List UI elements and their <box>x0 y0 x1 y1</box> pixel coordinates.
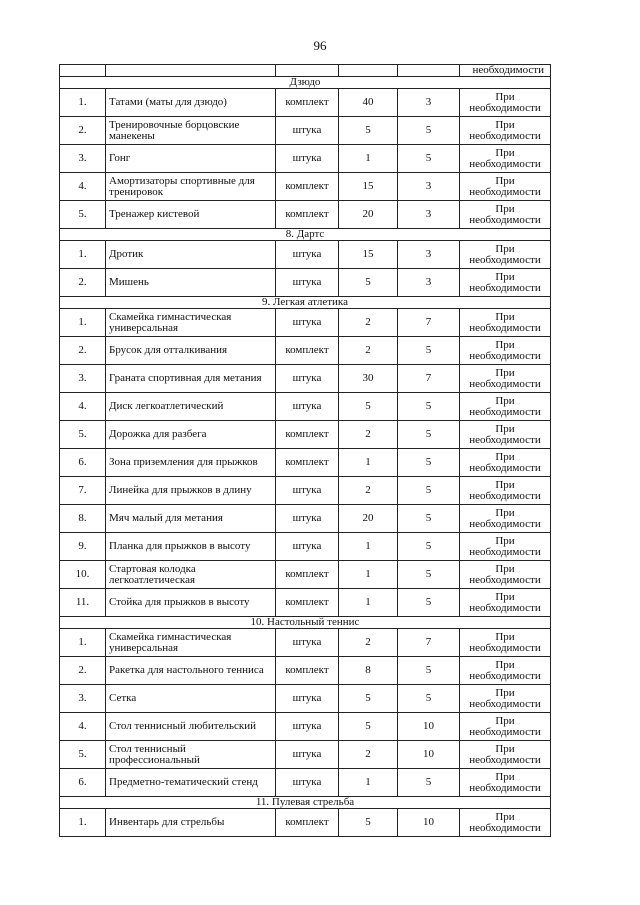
item-service-life: 5 <box>398 393 460 421</box>
item-service-life: 10 <box>398 713 460 741</box>
item-name: Тренировочные борцовские манекены <box>106 117 276 145</box>
item-note-bottom: необходимости <box>469 601 541 614</box>
table-row <box>60 505 551 533</box>
item-number: 9. <box>60 533 106 561</box>
table-row <box>60 769 551 797</box>
item-note <box>460 365 551 393</box>
item-unit: штука <box>276 365 339 393</box>
item-service-life: 7 <box>398 309 460 337</box>
item-quantity: 30 <box>339 365 398 393</box>
continuation-row <box>60 65 551 77</box>
item-service-life: 5 <box>398 421 460 449</box>
item-service-life: 5 <box>398 505 460 533</box>
item-name: Дорожка для разбега <box>106 421 276 449</box>
item-note-top: При <box>495 506 515 519</box>
item-quantity: 5 <box>339 393 398 421</box>
item-note-top: При <box>495 630 515 643</box>
item-note <box>460 505 551 533</box>
item-number: 1. <box>60 89 106 117</box>
item-note-top: При <box>495 478 515 491</box>
table-row <box>60 741 551 769</box>
continuation-cell-num <box>60 65 106 77</box>
item-note-bottom: необходимости <box>469 573 541 586</box>
item-note <box>460 589 551 617</box>
item-note <box>460 533 551 561</box>
table-row <box>60 241 551 269</box>
item-note-bottom: необходимости <box>469 157 541 170</box>
item-service-life: 7 <box>398 365 460 393</box>
item-quantity: 1 <box>339 589 398 617</box>
item-note-top: При <box>495 450 515 463</box>
item-note-bottom: необходимости <box>469 725 541 738</box>
item-unit: штука <box>276 393 339 421</box>
item-note-top: При <box>495 562 515 575</box>
item-note-top: При <box>495 366 515 379</box>
item-quantity: 2 <box>339 477 398 505</box>
item-note-top: При <box>495 658 515 671</box>
item-unit: комплект <box>276 89 339 117</box>
item-service-life: 5 <box>398 769 460 797</box>
item-note-bottom: необходимости <box>469 321 541 334</box>
item-quantity: 8 <box>339 657 398 685</box>
table-row <box>60 269 551 297</box>
table-row <box>60 533 551 561</box>
item-quantity: 5 <box>339 713 398 741</box>
item-name: Граната спортивная для метания <box>106 365 276 393</box>
item-note-top: При <box>495 338 515 351</box>
page-number: 96 <box>313 38 327 53</box>
item-note <box>460 713 551 741</box>
continuation-cell-note: необходимости <box>460 65 551 77</box>
continuation-cell-qty <box>339 65 398 77</box>
item-number: 7. <box>60 477 106 505</box>
item-number: 8. <box>60 505 106 533</box>
item-note-bottom: необходимости <box>469 781 541 794</box>
equipment-table-body <box>60 65 551 837</box>
item-quantity: 5 <box>339 117 398 145</box>
item-quantity: 15 <box>339 173 398 201</box>
item-unit: комплект <box>276 421 339 449</box>
item-number: 5. <box>60 421 106 449</box>
item-number: 1. <box>60 809 106 837</box>
item-name: Инвентарь для стрельбы <box>106 809 276 837</box>
section-title: 10. Настольный теннис <box>60 617 551 629</box>
item-unit: комплект <box>276 201 339 229</box>
item-name: Линейка для прыжков в длину <box>106 477 276 505</box>
item-service-life: 3 <box>398 173 460 201</box>
table-row <box>60 309 551 337</box>
item-name: Стойка для прыжков в высоту <box>106 589 276 617</box>
item-note <box>460 561 551 589</box>
item-name: Стол теннисный профессиональный <box>106 741 276 769</box>
table-row <box>60 449 551 477</box>
item-name: Тренажер кистевой <box>106 201 276 229</box>
item-note <box>460 449 551 477</box>
item-unit: штука <box>276 713 339 741</box>
item-note-bottom: необходимости <box>469 253 541 266</box>
item-unit: штука <box>276 741 339 769</box>
item-note-top: При <box>495 742 515 755</box>
item-service-life: 3 <box>398 269 460 297</box>
table-row <box>60 477 551 505</box>
item-note-bottom: необходимости <box>469 129 541 142</box>
item-service-life: 5 <box>398 589 460 617</box>
item-service-life: 10 <box>398 741 460 769</box>
item-service-life: 3 <box>398 241 460 269</box>
item-name: Скамейка гимнастическая универсальная <box>106 629 276 657</box>
item-quantity: 40 <box>339 89 398 117</box>
item-number: 10. <box>60 561 106 589</box>
item-unit: штука <box>276 505 339 533</box>
item-unit: комплект <box>276 561 339 589</box>
table-row <box>60 365 551 393</box>
item-unit: штука <box>276 533 339 561</box>
item-note-top: При <box>495 202 515 215</box>
table-row <box>60 421 551 449</box>
item-note-bottom: необходимости <box>469 517 541 530</box>
item-number: 2. <box>60 117 106 145</box>
item-note <box>460 241 551 269</box>
table-row <box>60 629 551 657</box>
item-number: 3. <box>60 145 106 173</box>
item-note-top: При <box>495 770 515 783</box>
section-header-row <box>60 229 551 241</box>
item-note <box>460 769 551 797</box>
item-quantity: 1 <box>339 561 398 589</box>
item-note-bottom: необходимости <box>469 821 541 834</box>
item-service-life: 10 <box>398 809 460 837</box>
item-quantity: 5 <box>339 685 398 713</box>
item-note-bottom: необходимости <box>469 281 541 294</box>
item-number: 1. <box>60 241 106 269</box>
item-number: 1. <box>60 629 106 657</box>
item-unit: комплект <box>276 589 339 617</box>
item-note <box>460 337 551 365</box>
item-service-life: 5 <box>398 477 460 505</box>
item-quantity: 15 <box>339 241 398 269</box>
item-number: 6. <box>60 449 106 477</box>
item-note-top: При <box>495 422 515 435</box>
item-service-life: 5 <box>398 145 460 173</box>
item-service-life: 5 <box>398 685 460 713</box>
item-note-bottom: необходимости <box>469 545 541 558</box>
item-unit: штука <box>276 769 339 797</box>
item-note-bottom: необходимости <box>469 185 541 198</box>
item-note-top: При <box>495 590 515 603</box>
item-note-bottom: необходимости <box>469 697 541 710</box>
item-note-bottom: необходимости <box>469 753 541 766</box>
continuation-cell-unit <box>276 65 339 77</box>
item-note-top: При <box>495 394 515 407</box>
item-name: Стартовая колодка легкоатлетическая <box>106 561 276 589</box>
item-note <box>460 685 551 713</box>
item-note <box>460 657 551 685</box>
item-note <box>460 309 551 337</box>
item-note-top: При <box>495 174 515 187</box>
item-note-bottom: необходимости <box>469 213 541 226</box>
item-unit: комплект <box>276 337 339 365</box>
item-name: Гонг <box>106 145 276 173</box>
item-note-top: При <box>495 118 515 131</box>
table-row <box>60 393 551 421</box>
item-note-bottom: необходимости <box>469 405 541 418</box>
section-header-row <box>60 297 551 309</box>
item-number: 5. <box>60 741 106 769</box>
item-note-bottom: необходимости <box>469 461 541 474</box>
item-note-bottom: необходимости <box>469 641 541 654</box>
item-note-bottom: необходимости <box>469 377 541 390</box>
item-name: Татами (маты для дзюдо) <box>106 89 276 117</box>
item-note <box>460 145 551 173</box>
item-quantity: 5 <box>339 809 398 837</box>
item-number: 2. <box>60 657 106 685</box>
item-name: Мяч малый для метания <box>106 505 276 533</box>
continuation-cell-life <box>398 65 460 77</box>
item-service-life: 3 <box>398 201 460 229</box>
item-unit: штука <box>276 629 339 657</box>
item-note <box>460 117 551 145</box>
section-title: Дзюдо <box>60 77 551 89</box>
item-unit: комплект <box>276 809 339 837</box>
item-service-life: 5 <box>398 561 460 589</box>
item-quantity: 1 <box>339 145 398 173</box>
item-number: 6. <box>60 769 106 797</box>
item-service-life: 5 <box>398 657 460 685</box>
item-service-life: 7 <box>398 629 460 657</box>
item-note <box>460 201 551 229</box>
item-unit: комплект <box>276 449 339 477</box>
section-title: 8. Дартс <box>60 229 551 241</box>
item-note-top: При <box>495 810 515 823</box>
item-name: Предметно-тематический стенд <box>106 769 276 797</box>
table-row <box>60 657 551 685</box>
continuation-cell-name <box>106 65 276 77</box>
item-note-bottom: необходимости <box>469 349 541 362</box>
item-note <box>460 809 551 837</box>
item-note-top: При <box>495 146 515 159</box>
item-number: 11. <box>60 589 106 617</box>
item-note-bottom: необходимости <box>469 101 541 114</box>
item-name: Ракетка для настольного тенниса <box>106 657 276 685</box>
item-unit: штука <box>276 241 339 269</box>
item-quantity: 2 <box>339 741 398 769</box>
item-number: 4. <box>60 393 106 421</box>
item-name: Скамейка гимнастическая универсальная <box>106 309 276 337</box>
item-note <box>460 173 551 201</box>
table-row <box>60 561 551 589</box>
table-row <box>60 809 551 837</box>
item-quantity: 1 <box>339 769 398 797</box>
item-name: Мишень <box>106 269 276 297</box>
item-service-life: 5 <box>398 337 460 365</box>
item-quantity: 1 <box>339 533 398 561</box>
item-name: Дротик <box>106 241 276 269</box>
item-name: Диск легкоатлетический <box>106 393 276 421</box>
table-row <box>60 589 551 617</box>
table-row <box>60 145 551 173</box>
item-note-top: При <box>495 534 515 547</box>
table-row <box>60 713 551 741</box>
item-number: 4. <box>60 173 106 201</box>
section-header-row <box>60 77 551 89</box>
item-quantity: 20 <box>339 201 398 229</box>
item-name: Брусок для отталкивания <box>106 337 276 365</box>
item-note-bottom: необходимости <box>469 489 541 502</box>
item-unit: штука <box>276 309 339 337</box>
item-note <box>460 741 551 769</box>
item-number: 2. <box>60 337 106 365</box>
item-note-top: При <box>495 714 515 727</box>
item-number: 2. <box>60 269 106 297</box>
item-quantity: 2 <box>339 309 398 337</box>
item-number: 1. <box>60 309 106 337</box>
item-quantity: 2 <box>339 421 398 449</box>
item-note-top: При <box>495 686 515 699</box>
item-unit: штука <box>276 145 339 173</box>
item-number: 3. <box>60 365 106 393</box>
item-quantity: 2 <box>339 629 398 657</box>
item-unit: штука <box>276 117 339 145</box>
item-service-life: 3 <box>398 89 460 117</box>
item-name: Стол теннисный любительский <box>106 713 276 741</box>
item-note-bottom: необходимости <box>469 669 541 682</box>
item-quantity: 1 <box>339 449 398 477</box>
section-header-row <box>60 797 551 809</box>
item-note-top: При <box>495 270 515 283</box>
item-name: Зона приземления для прыжков <box>106 449 276 477</box>
section-title: 11. Пулевая стрельба <box>60 797 551 809</box>
table-row <box>60 201 551 229</box>
item-quantity: 5 <box>339 269 398 297</box>
item-note <box>460 89 551 117</box>
item-note <box>460 477 551 505</box>
table-row <box>60 685 551 713</box>
item-quantity: 20 <box>339 505 398 533</box>
equipment-table <box>59 64 551 837</box>
item-number: 3. <box>60 685 106 713</box>
section-header-row <box>60 617 551 629</box>
item-unit: штука <box>276 477 339 505</box>
item-service-life: 5 <box>398 533 460 561</box>
table-row <box>60 337 551 365</box>
item-number: 4. <box>60 713 106 741</box>
item-note <box>460 269 551 297</box>
item-name: Планка для прыжков в высоту <box>106 533 276 561</box>
item-name: Амортизаторы спортивные для тренировок <box>106 173 276 201</box>
item-quantity: 2 <box>339 337 398 365</box>
item-unit: комплект <box>276 657 339 685</box>
item-service-life: 5 <box>398 449 460 477</box>
item-note-top: При <box>495 242 515 255</box>
item-note <box>460 629 551 657</box>
table-row <box>60 173 551 201</box>
item-unit: штука <box>276 685 339 713</box>
item-service-life: 5 <box>398 117 460 145</box>
table-row <box>60 117 551 145</box>
table-row <box>60 89 551 117</box>
item-note <box>460 393 551 421</box>
item-note-bottom: необходимости <box>469 433 541 446</box>
item-note <box>460 421 551 449</box>
item-number: 5. <box>60 201 106 229</box>
item-note-top: При <box>495 90 515 103</box>
item-name: Сетка <box>106 685 276 713</box>
section-title: 9. Легкая атлетика <box>60 297 551 309</box>
item-unit: штука <box>276 269 339 297</box>
item-unit: комплект <box>276 173 339 201</box>
item-note-top: При <box>495 310 515 323</box>
